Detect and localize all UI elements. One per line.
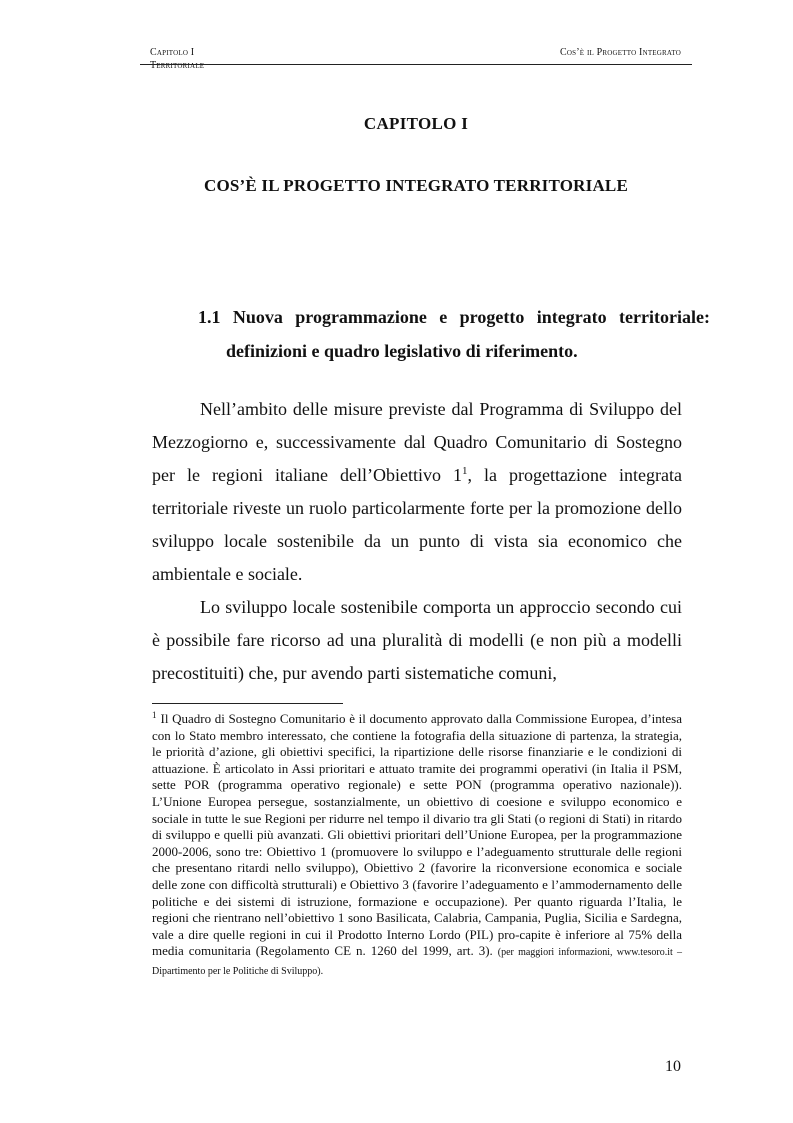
body-text — [152, 393, 682, 690]
footnote-text: Il Quadro di Sostegno Comunitario è il documento approvato dalla Commissione Europea, d’intesa con lo Stato membro interessato, che contiene la fotografia della situazione di partenza, la strategia, le priorità d’azione, gli obiettivi specifici, la ripartizione delle risorse finanziarie e le condizioni di attuazione. È articolato in Assi prioritari e attuato tramite dei programmi operativi (in Italia il PSM, sette POR (programma operativo regionale) e sette PON (programma operativo nazionale)). L’Unione Europea persegue, sostanzialmente, un obiettivo di coesione e sviluppo economico e sociale in tutte le sue Regioni per ridurre nel tempo il divario tra gli Stati (o regioni di Stati) in ritardo di sviluppo e quelli più avanzati. Gli obiettivi prioritari dell’Unione Europea, per la programmazione 2000-2006, sono tre: Obiettivo 1 (promuovere lo sviluppo e l’adeguamento strutturale delle regioni che presentano ritardi nello sviluppo), Obiettivo 2 (favorire la riconversione economica e sociale delle zone con difficoltà strutturali) e Obiettivo 3 (favorire l’adeguamento e l’ammodernamento delle politiche e dei sistemi di istruzione, formazione e occupazione). Per quanto riguarda l’Italia, le regioni che rientrano nell’obiettivo 1 sono Basilicata, Calabria, Campania, Puglia, Sicilia e Sardegna, vale a dire quelle regioni in cui il Prodotto Interno Lordo (PIL) pro-capite è inferiore al 75% della media comunitaria (Regolamento CE n. 1260 del 1999, art. 3). — [152, 711, 682, 959]
footnote-rule — [152, 703, 343, 704]
running-header-chapter: Capitolo I — [150, 47, 195, 58]
footnote-reference[interactable]: 1 — [462, 465, 468, 477]
footnote-source: (per maggiori informazioni, www.tesoro.it – Dipartimento per le Politiche di Sviluppo). — [152, 947, 683, 977]
page-number: 10 — [665, 1058, 681, 1075]
header-rule — [140, 64, 692, 65]
paragraph-2: Lo sviluppo locale sostenibile comporta un approccio secondo cui è possibile fare ricorso ad una pluralità di modelli (e non più a modelli precostituiti) che, pur avendo parti sistematiche comuni, — [152, 597, 682, 683]
running-header-chapter-wrap: Territoriale — [150, 60, 205, 71]
section-heading: 1.1 Nuova programmazione e progetto integrato territoriale: definizioni e quadro legislativo di riferimento. — [198, 307, 710, 361]
running-header-right: Cos’è il Progetto Integrato — [560, 47, 681, 58]
chapter-title: CAPITOLO I — [363, 114, 469, 133]
footnote — [152, 711, 682, 981]
paragraph-1: Nell’ambito delle misure previste dal Programma di Sviluppo del Mezzogiorno e, successivamente dal Quadro Comunitario di Sostegno per le regioni italiane dell’Obiettivo $1^1$, la progettazione integrata territoriale riveste un ruolo particolarmente forte per la promozione dello sviluppo locale sostenibile da un punto di vista sia economico che ambientale e sociale. — [152, 399, 682, 584]
footnote-marker: 1 — [152, 710, 157, 720]
running-header-left — [150, 46, 350, 72]
chapter-subtitle: COS’È IL PROGETTO INTEGRATO TERRITORIALE — [204, 176, 628, 195]
